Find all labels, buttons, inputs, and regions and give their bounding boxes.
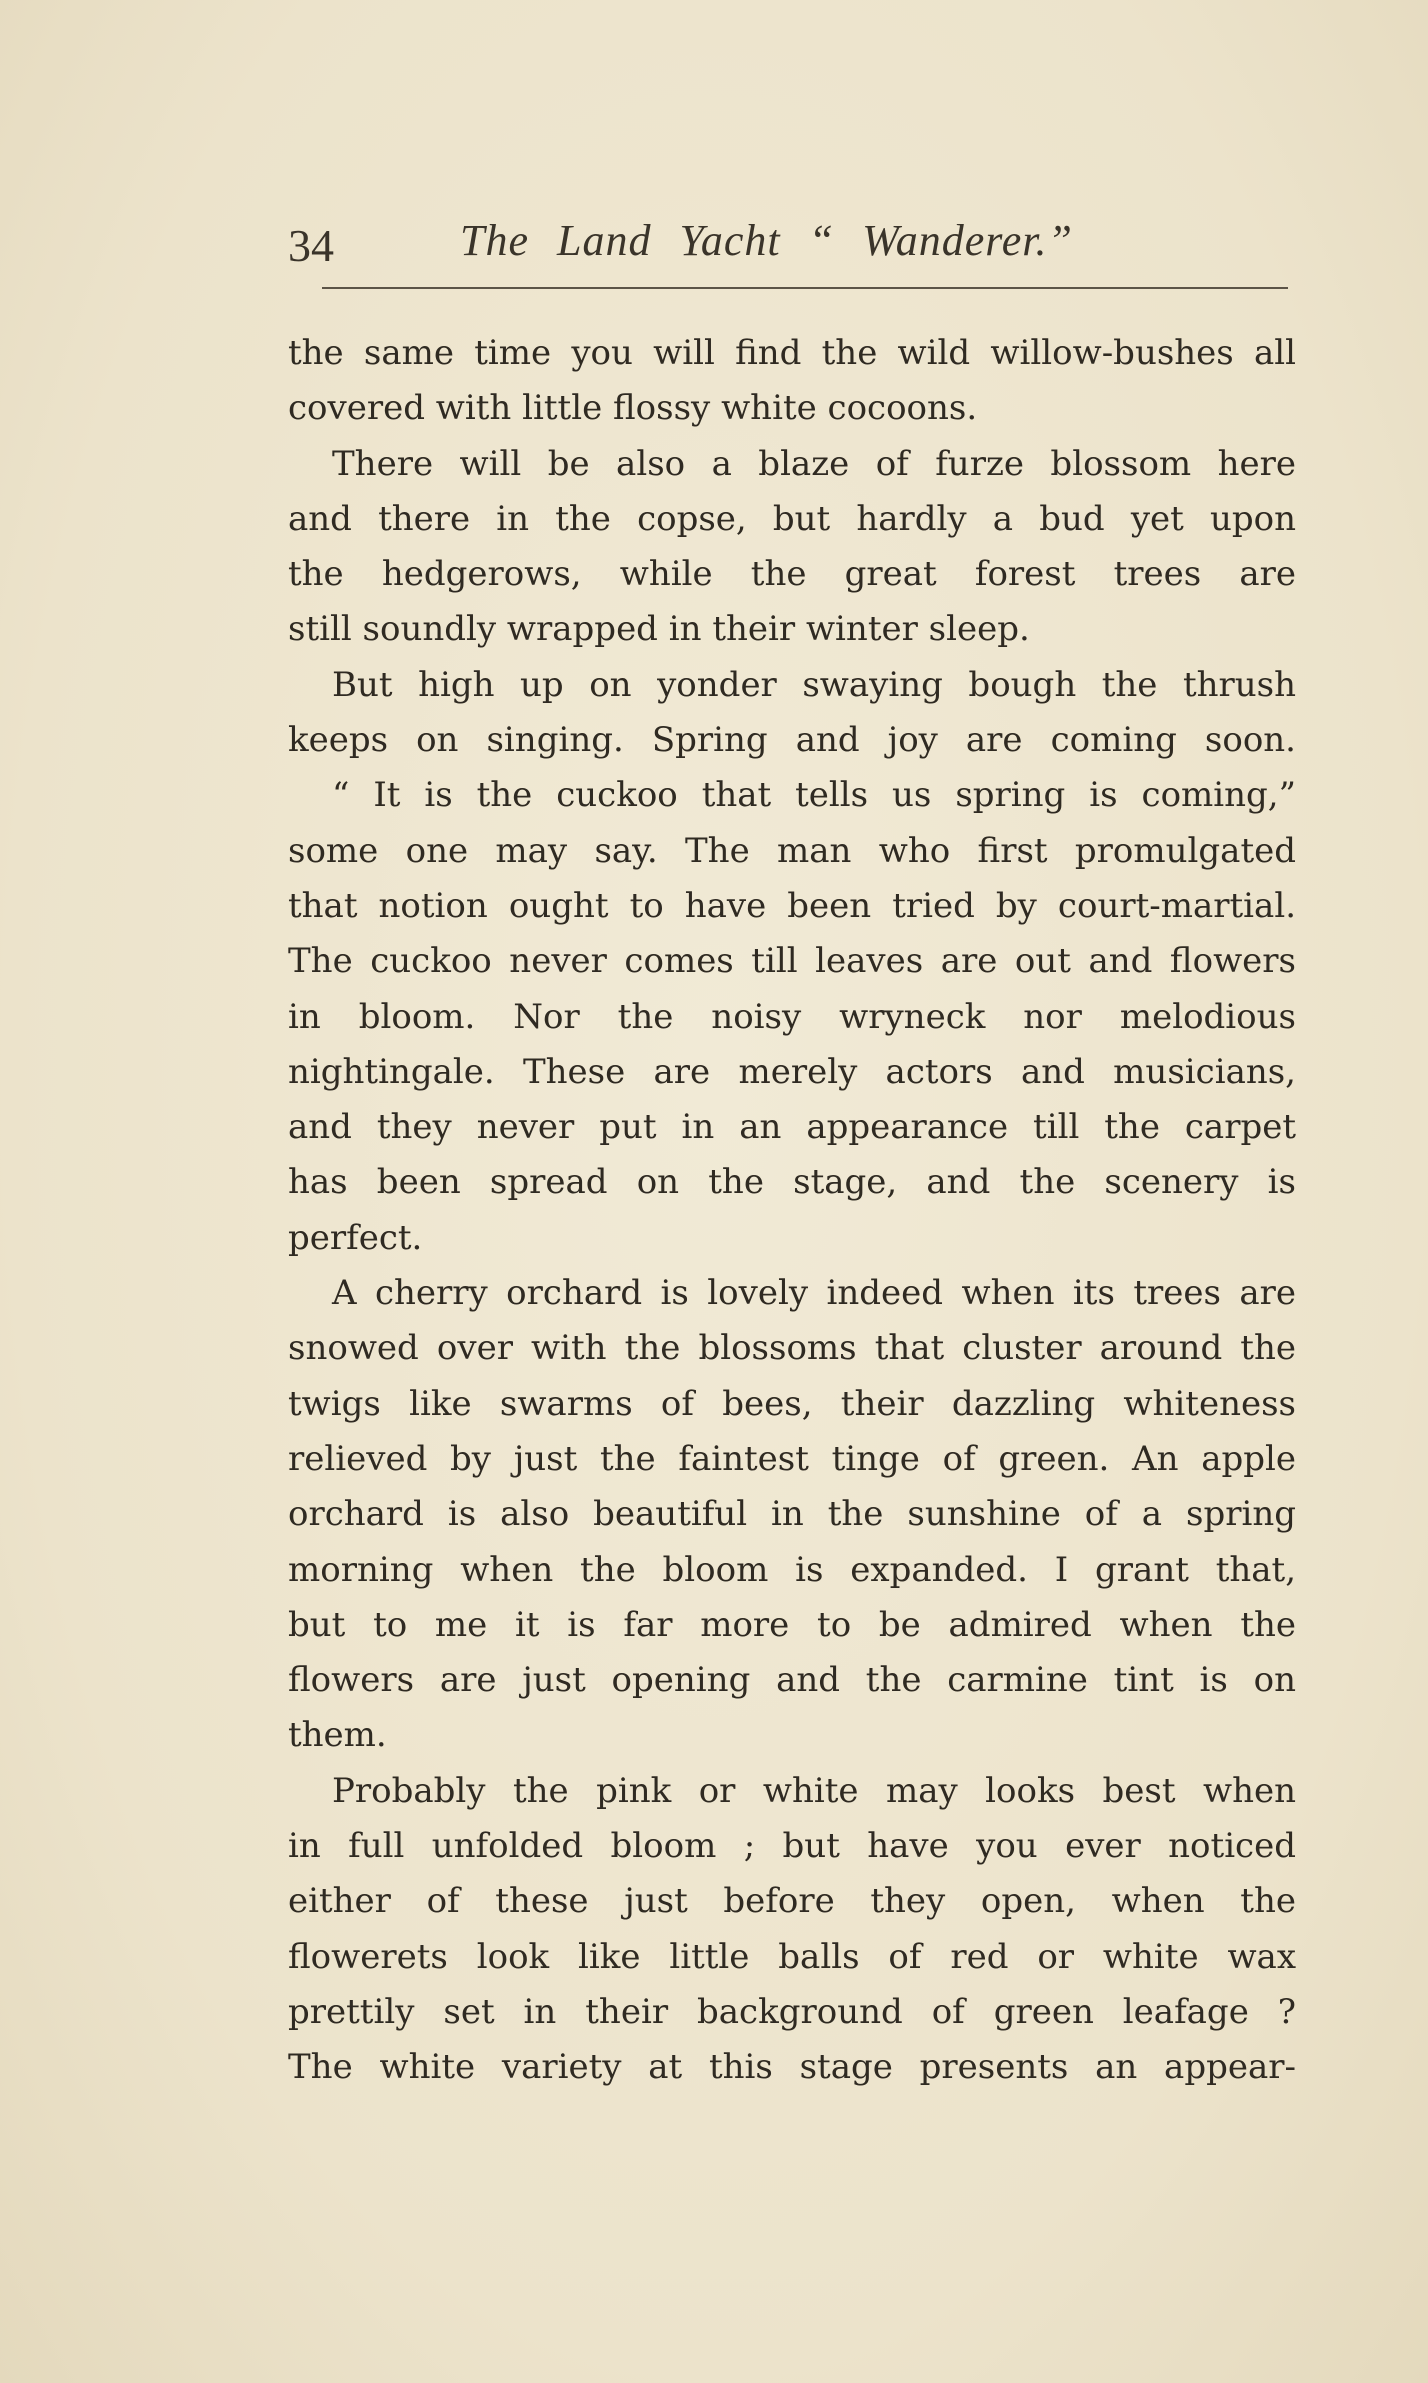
text-line: snowed over with the blossoms that cluster around the [288,1328,1296,1369]
text-line: still soundly wrapped in their winter sleep. [288,609,1030,650]
text-line: some one may say. The man who first promulgated [288,830,1296,871]
text-line: There will be also a blaze of furze blossom here [332,443,1296,484]
text-line: morning when the bloom is expanded. I grant that, [288,1549,1296,1590]
text-line: keeps on singing. Spring and joy are coming soon. [288,720,1296,761]
text-line: Probably the pink or white may looks best when [332,1770,1296,1811]
body-text [288,326,1296,2096]
text-line: either of these just before they open, when the [288,1881,1296,1922]
text-line: perfect. [288,1217,423,1258]
text-line: prettily set in their background of green leafage ? [288,1991,1296,2032]
text-line: and there in the copse, but hardly a bud yet upon [288,498,1296,539]
text-line: The cuckoo never comes till leaves are out and flowers [288,941,1296,982]
page-number: 34 [288,220,334,271]
text-line: flowers are just opening and the carmine tint is on [288,1660,1296,1701]
text-line: orchard is also beautiful in the sunshine of a spring [288,1494,1296,1535]
text-line: in bloom. Nor the noisy wryneck nor melodious [288,996,1296,1037]
text-line: The white variety at this stage presents an appear- [288,2047,1296,2088]
text-line: but to me it is far more to be admired when the [288,1604,1296,1645]
page-header [288,205,1288,275]
text-line: relieved by just the faintest tinge of green. An apple [288,1438,1296,1479]
text-line: them. [288,1715,387,1756]
text-line: “ It is the cuckoo that tells us spring is coming,” [332,775,1296,816]
text-line: flowerets look like little balls of red or white wax [288,1936,1296,1977]
running-title: The Land Yacht “ Wanderer.” [460,216,1074,265]
text-line: covered with little flossy white cocoons. [288,388,978,429]
text-line: that notion ought to have been tried by court-martial. [288,885,1296,926]
text-line: in full unfolded bloom ; but have you ever noticed [288,1826,1296,1867]
text-line: nightingale. These are merely actors and musicians, [288,1051,1296,1092]
text-line: twigs like swarms of bees, their dazzling whiteness [288,1383,1296,1424]
text-line: the same time you will find the wild willow-bushes all [288,333,1296,373]
text-line: the hedgerows, while the great forest trees are [288,554,1296,595]
text-line: A cherry orchard is lovely indeed when its trees are [332,1273,1296,1314]
text-line: has been spread on the stage, and the scenery is [288,1162,1296,1203]
header-rule [322,287,1288,289]
text-line: But high up on yonder swaying bough the thrush [332,664,1296,705]
text-line: and they never put in an appearance till the carpet [288,1107,1296,1148]
